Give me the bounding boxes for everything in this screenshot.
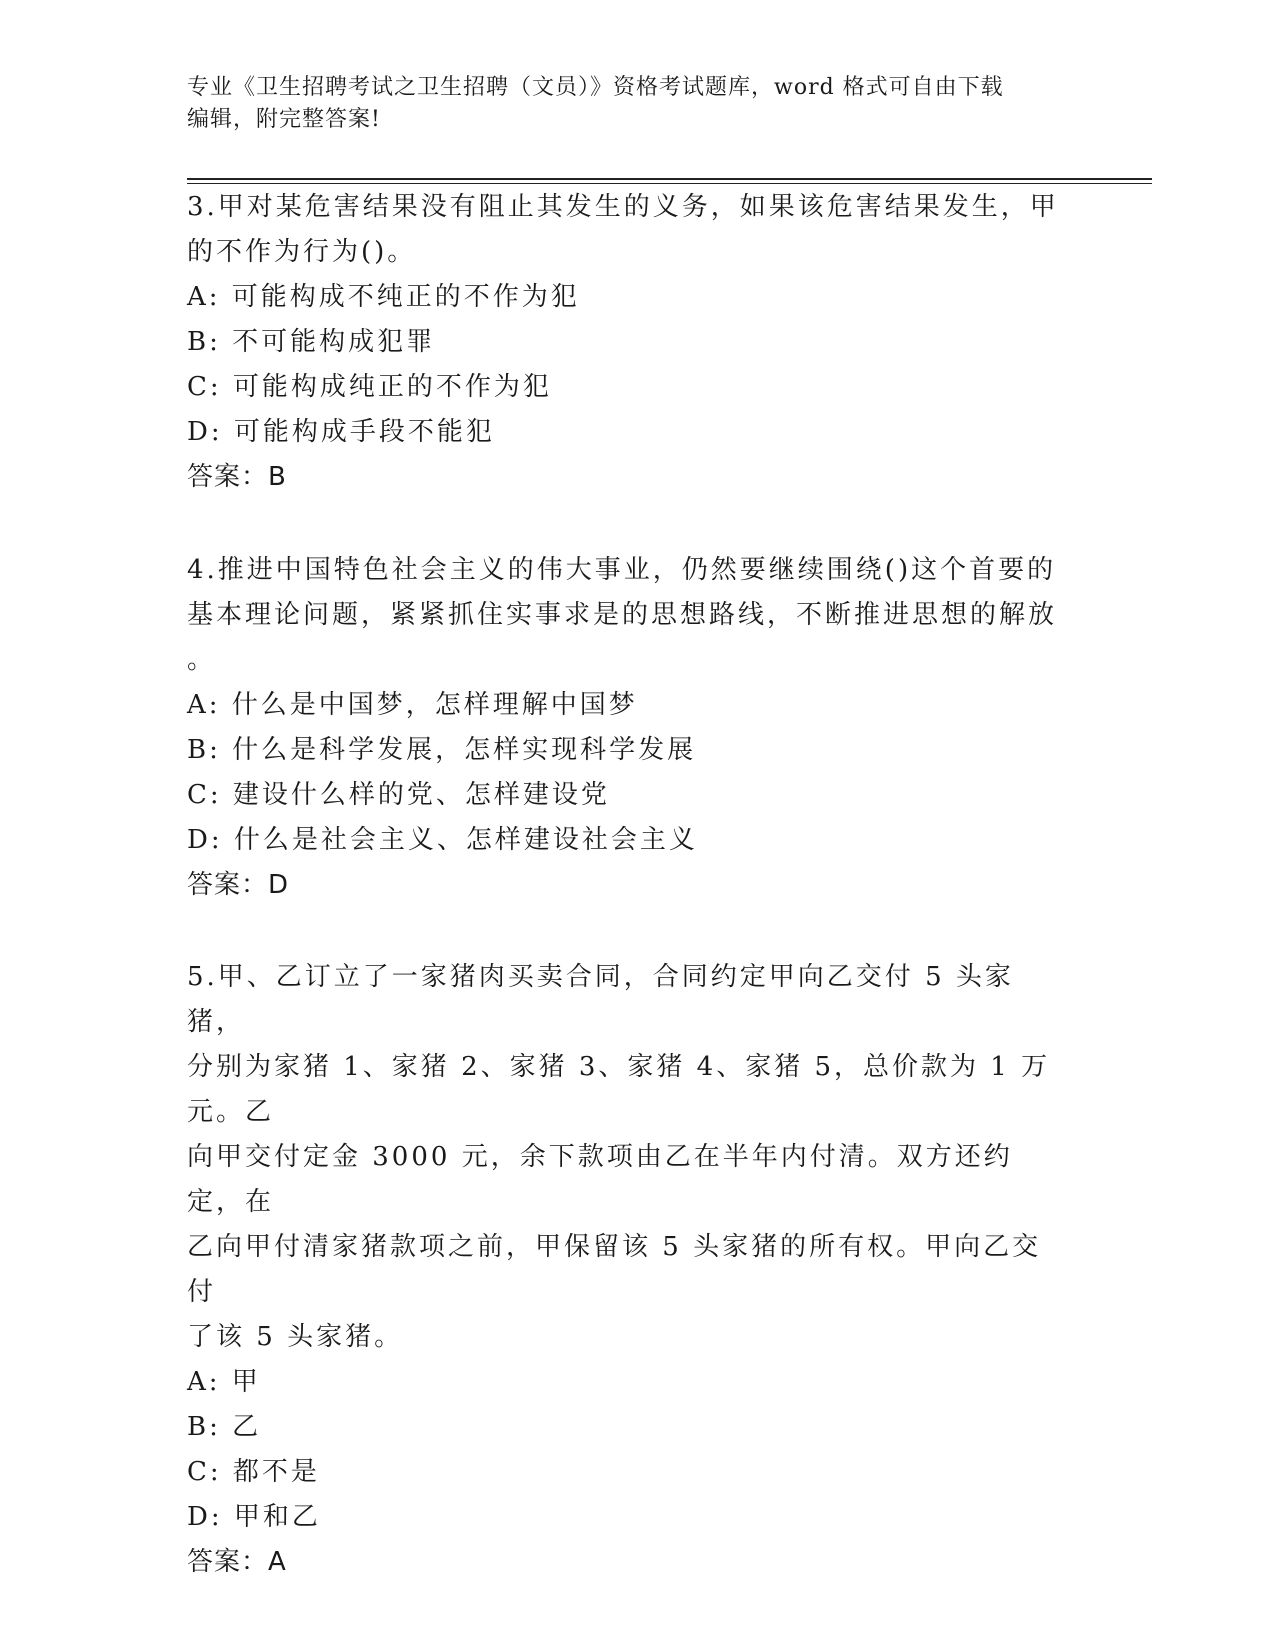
question-5-stem-line-4: 乙向甲付清家猪款项之前，甲保留该 5 头家猪的所有权。甲向乙交付 — [187, 1232, 1042, 1307]
header-line-2: 编辑，附完整答案! — [187, 107, 381, 132]
question-3-option-a: A: 可能构成不纯正的不作为犯 — [187, 282, 580, 312]
question-4-stem-line-3: 。 — [187, 645, 217, 675]
question-3-option-d: D: 可能构成手段不能犯 — [187, 417, 495, 447]
question-4 — [187, 548, 1067, 908]
document-header — [187, 72, 1067, 136]
question-5 — [187, 955, 1067, 1585]
question-3-answer: 答案：B — [187, 462, 287, 492]
question-3 — [187, 185, 1067, 500]
question-4-stem-line-1: 4.推进中国特色社会主义的伟大事业，仍然要继续围绕()这个首要的 — [187, 555, 1057, 585]
question-4-stem-line-2: 基本理论问题，紧紧抓住实事求是的思想路线，不断推进思想的解放 — [187, 600, 1058, 630]
question-4-option-a: A: 什么是中国梦，怎样理解中国梦 — [187, 690, 638, 720]
question-4-option-b: B: 什么是科学发展，怎样实现科学发展 — [187, 735, 697, 765]
question-5-stem-line-5: 了该 5 头家猪。 — [187, 1322, 404, 1352]
question-3-stem-line-2: 的不作为行为()。 — [187, 237, 417, 267]
question-3-option-c: C: 可能构成纯正的不作为犯 — [187, 372, 552, 402]
question-5-option-b: B: 乙 — [187, 1412, 262, 1442]
question-5-stem-line-2: 分别为家猪 1、家猪 2、家猪 3、家猪 4、家猪 5，总价款为 1 万元。乙 — [187, 1052, 1051, 1127]
question-3-option-b: B: 不可能构成犯罪 — [187, 327, 436, 357]
question-5-answer: 答案：A — [187, 1547, 287, 1577]
header-divider-thin — [187, 183, 1152, 184]
question-5-stem-line-3: 向甲交付定金 3000 元，余下款项由乙在半年内付清。双方还约定，在 — [187, 1142, 1013, 1217]
question-4-option-c: C: 建设什么样的党、怎样建设党 — [187, 780, 610, 810]
question-5-option-d: D: 甲和乙 — [187, 1502, 321, 1532]
question-5-option-c: C: 都不是 — [187, 1457, 320, 1487]
question-5-stem-line-1: 5.甲、乙订立了一家猪肉买卖合同，合同约定甲向乙交付 5 头家猪， — [187, 962, 1014, 1037]
header-line-1: 专业《卫生招聘考试之卫生招聘（文员）》资格考试题库，word 格式可自由下载 — [187, 75, 1004, 100]
question-4-option-d: D: 什么是社会主义、怎样建设社会主义 — [187, 825, 698, 855]
question-5-option-a: A: 甲 — [187, 1367, 261, 1397]
question-4-answer: 答案：D — [187, 870, 290, 900]
question-3-stem-line-1: 3.甲对某危害结果没有阻止其发生的义务，如果该危害结果发生，甲 — [187, 192, 1059, 222]
header-divider-thick — [187, 178, 1152, 180]
